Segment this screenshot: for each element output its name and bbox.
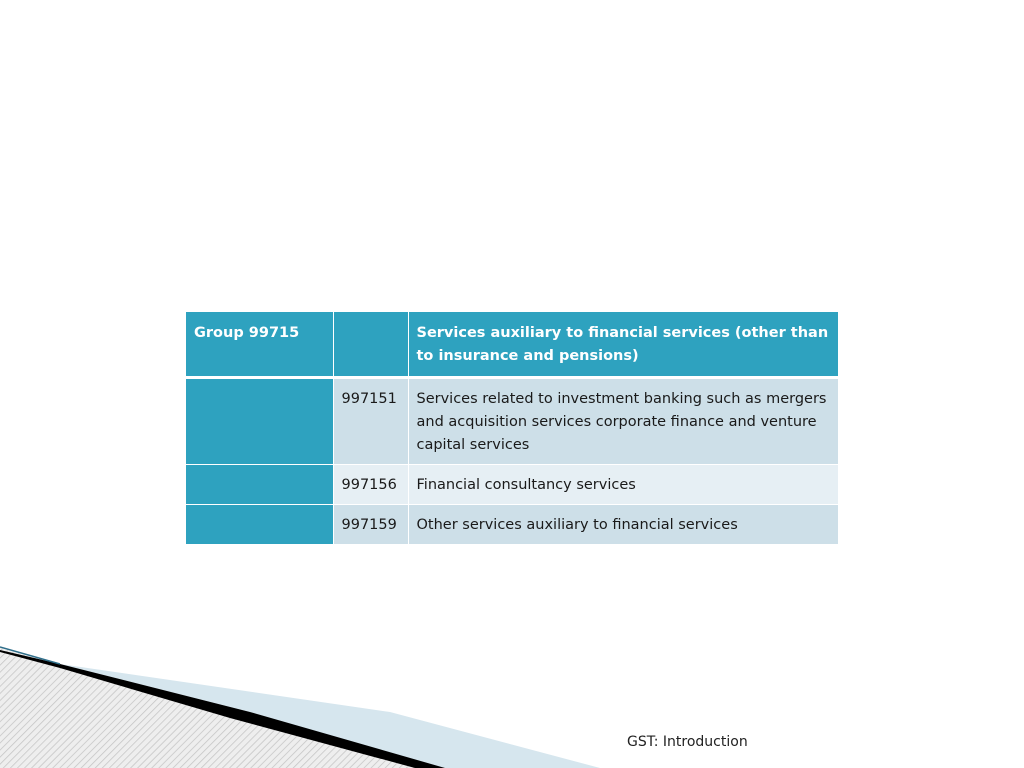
service-code-cell: 997151 — [333, 378, 408, 465]
table-row — [186, 465, 838, 505]
hatched-band — [0, 648, 420, 768]
row-label-cell — [186, 465, 333, 505]
slide-footer: GST: Introduction — [627, 734, 748, 750]
service-description-cell: Services related to investment banking such as mergers and acquisition services corporate finance and venture capital services — [408, 378, 838, 465]
row-label-cell — [186, 505, 333, 545]
header-description-cell: Services auxiliary to financial services (other than to insurance and pensions) — [408, 312, 838, 378]
table-header-row — [186, 312, 838, 378]
header-code-cell — [333, 312, 408, 378]
black-band — [0, 650, 445, 768]
light-blue-band — [60, 664, 600, 768]
table-row — [186, 505, 838, 545]
service-description-cell: Other services auxiliary to financial services — [408, 505, 838, 545]
header-group-cell: Group 99715 — [186, 312, 333, 378]
services-table — [186, 312, 838, 545]
row-label-cell — [186, 378, 333, 465]
table-row — [186, 378, 838, 465]
service-code-cell: 997156 — [333, 465, 408, 505]
blue-accent-line — [0, 647, 60, 664]
service-description-cell: Financial consultancy services — [408, 465, 838, 505]
service-code-cell: 997159 — [333, 505, 408, 545]
